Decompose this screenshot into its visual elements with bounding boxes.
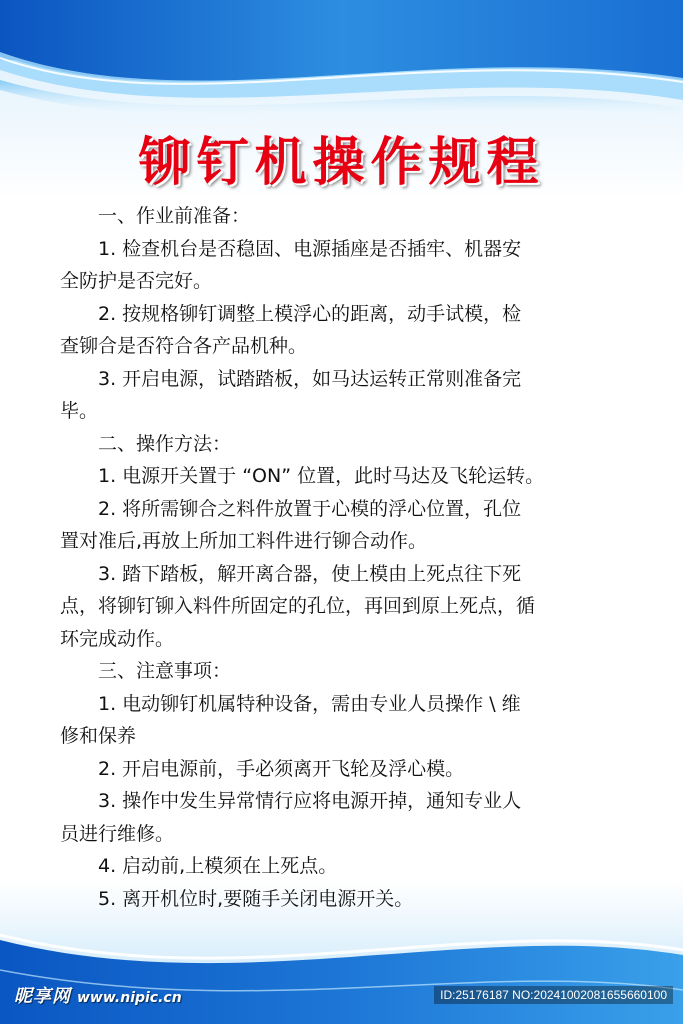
list-item-line: 3. 开启电源，试踏踏板，如马达运转正常则准备完 <box>98 367 522 390</box>
list-item-line: 全防护是否完好。 <box>60 270 213 292</box>
list-item-line: 置对准后,再放上所加工料件进行铆合动作。 <box>60 530 428 552</box>
list-item-line: 查铆合是否符合各产品机种。 <box>60 335 308 357</box>
section-heading: 二、操作方法： <box>98 432 232 455</box>
section-heading: 三、注意事项： <box>98 660 232 682</box>
list-item-line: 4. 启动前,上模须在上死点。 <box>98 855 338 877</box>
list-item-line: 2. 将所需铆合之料件放置于心模的浮心位置，孔位 <box>98 497 522 520</box>
list-item-line: 环完成动作。 <box>60 627 175 650</box>
list-item-line: 2. 按规格铆钉调整上模浮心的距离，动手试模，检 <box>98 302 522 325</box>
logo-url: www.nipic.cn <box>77 990 182 1006</box>
list-item-line: 5. 离开机位时,要随手关闭电源开关。 <box>98 887 414 910</box>
top-wave-decoration <box>0 0 683 140</box>
page-title: 铆钉机操作规程 <box>138 133 545 193</box>
list-item-line: 修和保养 <box>60 725 137 747</box>
list-item-line: 3. 操作中发生异常情行应将电源开掉，通知专业人 <box>98 790 522 812</box>
list-item-line: 1. 电源开关置于 “ON” 位置，此时马达及飞轮运转。 <box>98 465 545 487</box>
list-item-line: 3. 踏下踏板，解开离合器，使上模由上死点往下死 <box>98 562 522 585</box>
section-heading: 一、作业前准备： <box>98 205 251 227</box>
list-item-line: 2. 开启电源前，手必须离开飞轮及浮心模。 <box>98 757 465 780</box>
list-item-line: 1. 电动铆钉机属特种设备，需由专业人员操作 \ 维 <box>98 692 521 715</box>
list-item-line: 点，将铆钉铆入料件所固定的孔位，再回到原上死点，循 <box>60 595 536 617</box>
logo-text: 昵享网 <box>14 986 71 1007</box>
watermark-logo <box>14 982 182 1008</box>
list-item-line: 毕。 <box>60 400 99 422</box>
content-body <box>60 200 626 915</box>
list-item-line: 员进行维修。 <box>60 822 175 845</box>
watermark-id: ID:25176187 NO:20241002081655660100 <box>434 986 673 1004</box>
list-item-line: 1. 检查机台是否稳固、电源插座是否插牢、机器安 <box>98 237 522 260</box>
